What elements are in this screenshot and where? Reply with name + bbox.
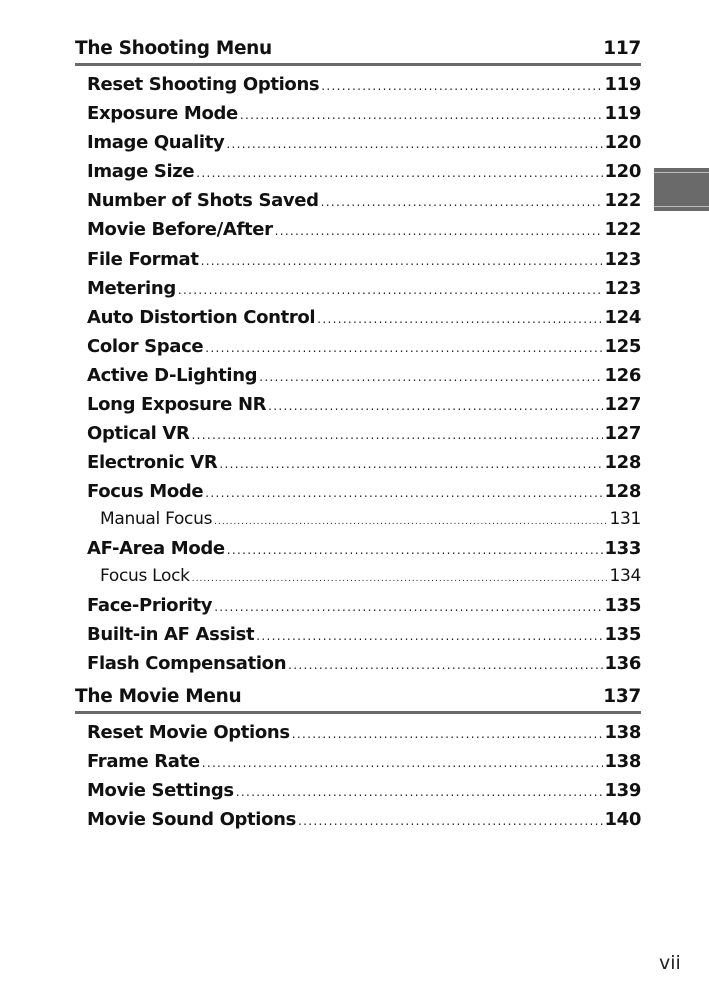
entry-label: Movie Settings bbox=[87, 779, 234, 801]
dot-leader bbox=[317, 305, 603, 334]
entry-label: Metering bbox=[87, 277, 176, 299]
entry-page: 126 bbox=[604, 364, 641, 386]
entry-label: Reset Shooting Options bbox=[87, 74, 320, 95]
toc-subentry[interactable] bbox=[75, 563, 641, 591]
entry-page: 138 bbox=[604, 721, 641, 743]
toc-entry[interactable] bbox=[75, 448, 641, 477]
dot-leader bbox=[268, 392, 603, 421]
toc-entry[interactable] bbox=[75, 186, 641, 215]
dot-leader bbox=[226, 130, 603, 159]
toc-entry[interactable] bbox=[75, 776, 641, 805]
entry-label: Reset Movie Options bbox=[87, 721, 290, 743]
section-rule bbox=[75, 711, 641, 714]
dot-leader bbox=[298, 807, 603, 836]
entry-page: 140 bbox=[604, 809, 641, 831]
entry-label: Image Quality bbox=[87, 132, 225, 154]
entry-label: Number of Shots Saved bbox=[87, 190, 319, 212]
dot-leader bbox=[201, 247, 604, 276]
entry-label: Exposure Mode bbox=[87, 103, 238, 125]
entry-label: Face-Priority bbox=[87, 594, 213, 616]
entry-label: Focus Mode bbox=[87, 481, 204, 503]
entry-page: 122 bbox=[604, 190, 641, 212]
entry-label: Auto Distortion Control bbox=[87, 306, 316, 328]
entry-page: 127 bbox=[604, 394, 641, 416]
section-page-number: 137 bbox=[603, 685, 641, 707]
entry-label: Long Exposure NR bbox=[87, 394, 267, 416]
entry-label: File Format bbox=[87, 248, 199, 270]
toc-entry[interactable] bbox=[75, 620, 641, 649]
toc-entry[interactable] bbox=[75, 591, 641, 620]
section-rule bbox=[75, 63, 641, 66]
entry-page: 134 bbox=[609, 566, 641, 586]
dot-leader bbox=[321, 72, 603, 101]
entry-label: Focus Lock bbox=[100, 566, 190, 586]
entry-label: Image Size bbox=[87, 161, 195, 183]
toc-entry[interactable] bbox=[75, 361, 641, 390]
section-title: The Movie Menu bbox=[75, 685, 242, 707]
section-page-number: 117 bbox=[603, 38, 641, 59]
toc-entry[interactable] bbox=[75, 274, 641, 303]
entry-page: 133 bbox=[604, 537, 641, 559]
entry-label: Movie Sound Options bbox=[87, 809, 296, 831]
entry-page: 119 bbox=[604, 103, 641, 125]
dot-leader bbox=[214, 509, 608, 537]
page-folio: vii bbox=[659, 952, 681, 974]
entry-page: 128 bbox=[604, 452, 641, 474]
entry-label: Active D-Lighting bbox=[87, 364, 258, 386]
entry-page: 120 bbox=[604, 132, 641, 154]
dot-leader bbox=[240, 101, 604, 130]
entry-label: Manual Focus bbox=[100, 509, 213, 530]
toc-entry[interactable] bbox=[75, 649, 641, 678]
toc-entry[interactable] bbox=[75, 215, 641, 244]
entry-page: 135 bbox=[604, 594, 641, 616]
dot-leader bbox=[259, 363, 603, 392]
toc-entry[interactable] bbox=[75, 805, 641, 834]
toc-entry[interactable] bbox=[75, 99, 641, 128]
toc-entry[interactable] bbox=[75, 718, 641, 747]
entry-page: 123 bbox=[604, 277, 641, 299]
toc-entry[interactable] bbox=[75, 70, 641, 99]
toc-subentry[interactable] bbox=[75, 506, 641, 534]
chapter-thumb-tab bbox=[654, 168, 709, 211]
dot-leader bbox=[214, 593, 603, 622]
dot-leader bbox=[256, 622, 603, 651]
entry-label: Color Space bbox=[87, 335, 204, 357]
dot-leader bbox=[321, 188, 604, 217]
entry-label: Built-in AF Assist bbox=[87, 623, 255, 645]
toc-entry[interactable] bbox=[75, 332, 641, 361]
toc-entry[interactable] bbox=[75, 419, 641, 448]
dot-leader bbox=[219, 450, 603, 479]
entry-page: 127 bbox=[604, 423, 641, 445]
dot-leader bbox=[205, 334, 603, 363]
entry-label: Electronic VR bbox=[87, 452, 218, 474]
section-heading-shooting-menu[interactable] bbox=[75, 36, 641, 62]
dot-leader bbox=[196, 159, 603, 188]
entry-page: 123 bbox=[604, 248, 641, 270]
dot-leader bbox=[192, 566, 609, 594]
dot-leader bbox=[227, 536, 604, 565]
dot-leader bbox=[292, 720, 604, 749]
entry-page: 122 bbox=[604, 219, 641, 241]
toc-entry[interactable] bbox=[75, 390, 641, 419]
toc-entry[interactable] bbox=[75, 477, 641, 506]
section-heading-movie-menu[interactable] bbox=[75, 684, 641, 710]
dot-leader bbox=[178, 276, 604, 305]
toc-entry[interactable] bbox=[75, 303, 641, 332]
dot-leader bbox=[202, 749, 604, 778]
toc-entry[interactable] bbox=[75, 747, 641, 776]
section-title: The Shooting Menu bbox=[75, 38, 272, 59]
entry-label: AF-Area Mode bbox=[87, 537, 225, 559]
toc-entry[interactable] bbox=[75, 128, 641, 157]
toc-entry[interactable] bbox=[75, 157, 641, 186]
entry-page: 119 bbox=[604, 74, 641, 95]
entry-page: 120 bbox=[604, 161, 641, 183]
entry-page: 131 bbox=[609, 509, 641, 530]
dot-leader bbox=[205, 479, 603, 508]
entry-page: 128 bbox=[604, 481, 641, 503]
dot-leader bbox=[236, 778, 604, 807]
entry-label: Optical VR bbox=[87, 423, 190, 445]
dot-leader bbox=[288, 651, 603, 680]
entry-page: 124 bbox=[604, 306, 641, 328]
table-of-contents bbox=[75, 36, 641, 834]
entry-page: 136 bbox=[604, 652, 641, 674]
dot-leader bbox=[275, 217, 604, 246]
toc-entry[interactable] bbox=[75, 534, 641, 563]
entry-label: Frame Rate bbox=[87, 750, 200, 772]
toc-entry[interactable] bbox=[75, 245, 641, 274]
entry-page: 138 bbox=[604, 750, 641, 772]
entry-page: 125 bbox=[604, 335, 641, 357]
entry-page: 139 bbox=[604, 779, 641, 801]
dot-leader bbox=[192, 421, 604, 450]
entry-page: 135 bbox=[604, 623, 641, 645]
entry-label: Flash Compensation bbox=[87, 652, 287, 674]
entry-label: Movie Before/After bbox=[87, 219, 273, 241]
